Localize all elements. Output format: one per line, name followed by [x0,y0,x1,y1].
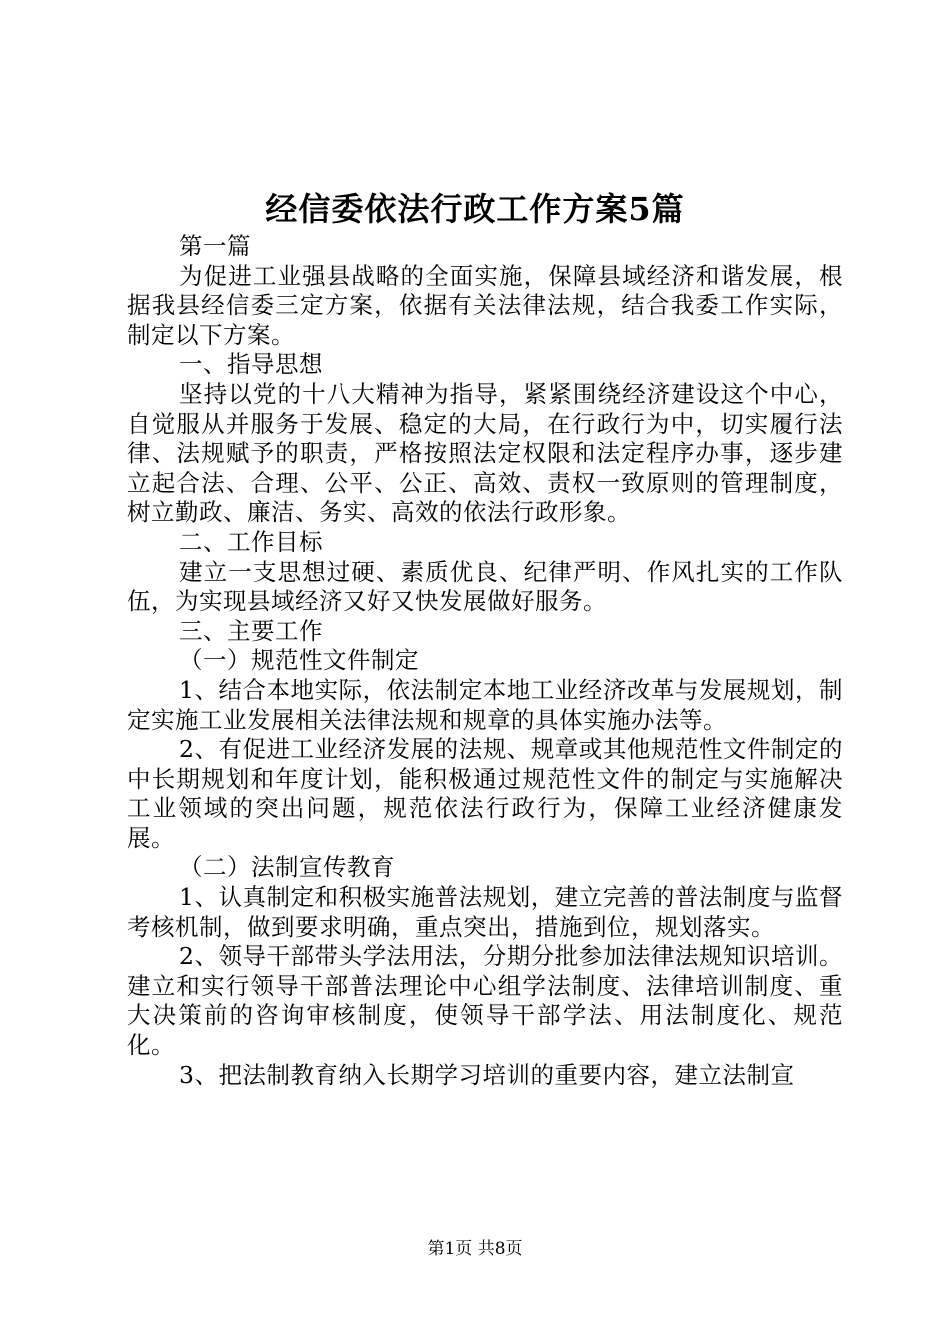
body-paragraph: 建立一支思想过硬、素质优良、纪律严明、作风扎实的工作队伍，为实现县域经济又好又快发展做好服务。 [127,557,843,616]
body-paragraph: 坚持以党的十八大精神为指导，紧紧围绕经济建设这个中心，自觉服从并服务于发展、稳定的大局，在行政行为中，切实履行法律、法规赋予的职责，严格按照法定权限和法定程序办事，逐步建立起合法、合理、公平、公正、高效、责权一致原则的管理制度，树立勤政、廉洁、务实、高效的依法行政形象。 [127,379,843,527]
document-title: 经信委依法行政工作方案5篇 [265,190,685,228]
document-body [127,232,843,1090]
body-paragraph: 1、结合本地实际，依法制定本地工业经济改革与发展规划，制定实施工业发展相关法律法规和规章的具体实施办法等。 [127,675,843,734]
page-number-footer: 第1页 共8页 [427,1239,523,1259]
body-paragraph: 2、有促进工业经济发展的法规、规章或其他规范性文件制定的中长期规划和年度计划，能积极通过规范性文件的制定与实施解决工业领域的突出问题，规范依法行政行为，保障工业经济健康发展。 [127,735,843,852]
subsection-heading: （二）法制宣传教育 [179,853,395,882]
subsection-heading: （一）规范性文件制定 [179,646,419,675]
body-paragraph: 2、领导干部带头学法用法，分期分批参加法律法规知识培训。建立和实行领导干部普法理论中心组学法制度、法律培训制度、重大决策前的咨询审核制度，使领导干部学法、用法制度化、规范化。 [127,942,843,1060]
section-heading: 二、工作目标 [179,527,323,556]
body-paragraph: 3、把法制教育纳入长期学习培训的重要内容，建立法制宣 [179,1060,795,1089]
body-paragraph: 为促进工业强县战略的全面实施，保障县域经济和谐发展，根据我县经信委三定方案，依据有关法律法规，结合我委工作实际，制定以下方案。 [127,261,843,349]
section-heading: 三、主要工作 [179,616,323,645]
section-heading: 第一篇 [179,232,251,260]
section-heading: 一、指导思想 [179,350,323,379]
body-paragraph: 1、认真制定和积极实施普法规划，建立完善的普法制度与监督考核机制，做到要求明确，重点突出，措施到位，规划落实。 [127,883,843,941]
